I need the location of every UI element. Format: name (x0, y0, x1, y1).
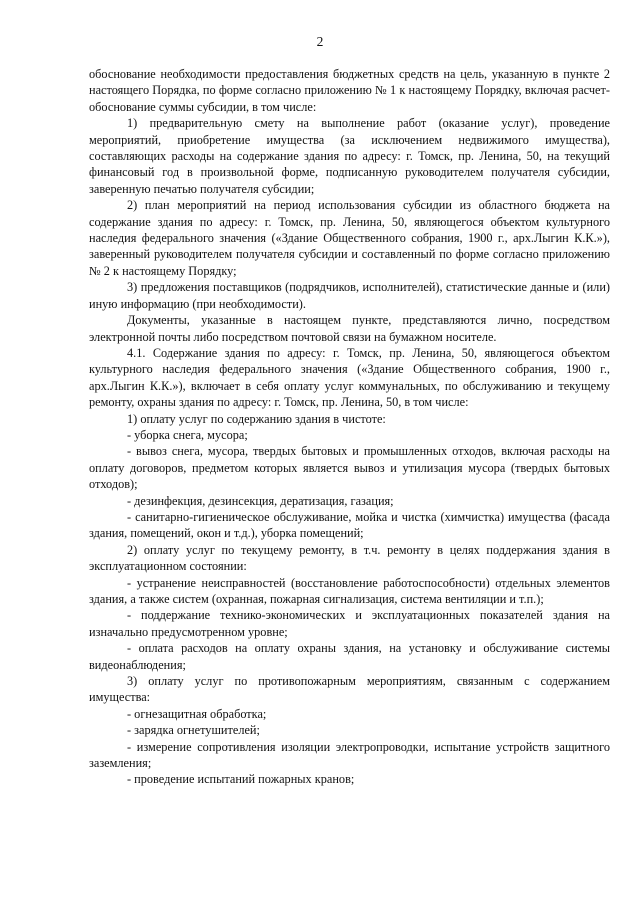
paragraph: 2) оплату услуг по текущему ремонту, в т.ч. ремонту в целях поддержания здания в эксплуатационном состоянии: (89, 542, 610, 574)
paragraph: 1) оплату услуг по содержанию здания в чистоте: (127, 411, 386, 426)
paragraph: - уборка снега, мусора; (127, 427, 248, 442)
paragraph: 2) план мероприятий на период использования субсидии из областного бюджета на содержание здания по адресу: г. Томск, пр. Ленина, 50, являющегося объектом культурного наследия федерального значения («Здание Общественного собрания, 1900 г., арх.Лыгин К.К.»), заверенный руководителем получателя субсидии и составленный по форме согласно приложению № 2 к настоящему Порядку; (89, 198, 610, 278)
paragraph: - вывоз снега, мусора, твердых бытовых и промышленных отходов, включая расходы на оплату договоров, предметом которых является вывоз и утилизация мусора (твердых бытовых отходов); (89, 444, 610, 492)
paragraph: - санитарно-гигиеническое обслуживание, мойка и чистка (химчистка) имущества (фасада здания, помещений, окон и т.д.), уборка помещений; (89, 509, 610, 541)
paragraph: - дезинфекция, дезинсекция, дератизация, газация; (127, 493, 394, 508)
paragraph: - зарядка огнетушителей; (127, 723, 260, 738)
paragraph: 3) оплату услуг по противопожарным мероприятиям, связанным с содержанием имущества: (89, 674, 610, 705)
document-body (89, 66, 610, 788)
paragraph: - поддержание технико-экономических и эксплуатационных показателей здания на изначально предусмотренном уровне; (89, 608, 610, 639)
paragraph: - оплата расходов на оплату охраны здания, на установку и обслуживание системы видеонаблюдения; (89, 641, 610, 672)
paragraph: - проведение испытаний пожарных кранов; (127, 772, 355, 787)
paragraph: - устранение неисправностей (восстановление работоспособности) отдельных элементов здания, а также систем (охранная, пожарная сигнализация, система вентиляции и т.п.); (89, 575, 610, 606)
paragraph: - огнезащитная обработка; (127, 706, 267, 721)
paragraph: обоснование необходимости предоставления бюджетных средств на цель, указанную в пункте 2 настоящего Порядка, по форме согласно приложению № 1 к настоящему Порядку, включая расчет-обоснование суммы субсидии, в том числе: (89, 67, 610, 114)
paragraph: - измерение сопротивления изоляции электропроводки, испытание устройств защитного заземления; (89, 739, 610, 771)
paragraph: 3) предложения поставщиков (подрядчиков, исполнителей), статистические данные и (или) иную информацию (при необходимости). (89, 280, 610, 311)
page-number: 2 (316, 34, 324, 49)
paragraph: Документы, указанные в настоящем пункте, представляются лично, посредством электронной почты либо посредством почтовой связи на бумажном носителе. (89, 313, 610, 344)
paragraph: 4.1. Содержание здания по адресу: г. Томск, пр. Ленина, 50, являющегося объектом культурного наследия федерального значения («Здание Общественного собрания, 1900 г., арх.Лыгин К.К.»), включает в себя оплату услуг коммунальных, по обслуживанию и текущему ремонту, охраны здания по адресу: г. Томск, пр. Ленина, 50, в том числе: (89, 345, 610, 410)
paragraph: 1) предварительную смету на выполнение работ (оказание услуг), проведение мероприятий, приобретение имущества (за исключением недвижимого имущества), составляющих расходы на содержание здания по адресу: г. Томск, пр. Ленина, 50, на текущий финансовый год в произвольной форме, подписанную руководителем получателя субсидии, заверенную печатью получателя субсидии; (89, 116, 610, 196)
